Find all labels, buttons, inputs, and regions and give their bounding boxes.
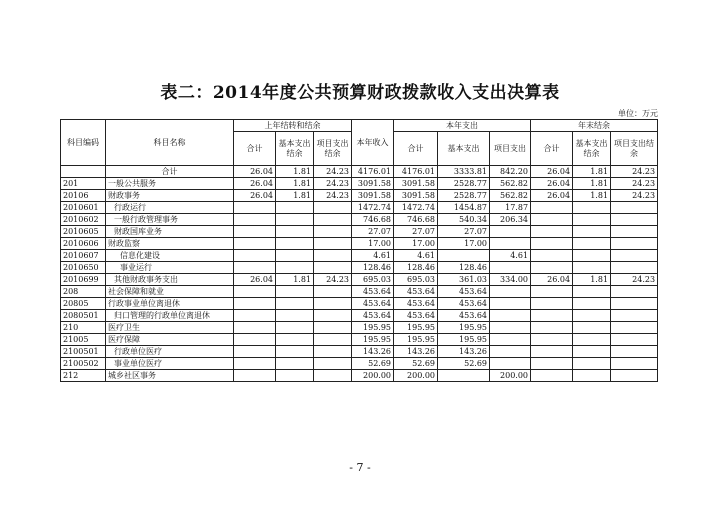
cell-value: 695.03 xyxy=(352,274,394,286)
cell-value: 1454.87 xyxy=(438,202,490,214)
cell-value: 206.34 xyxy=(490,214,531,226)
cell-value: 3091.58 xyxy=(352,178,394,190)
cell-value: 52.69 xyxy=(394,358,438,370)
cell-value xyxy=(438,370,490,382)
cell-value xyxy=(314,310,352,322)
cell-value xyxy=(611,346,658,358)
cell-value xyxy=(490,358,531,370)
cell-value: 453.64 xyxy=(394,298,438,310)
cell-value: 746.68 xyxy=(352,214,394,226)
table-row xyxy=(61,226,658,238)
table-row xyxy=(61,286,658,298)
table-row xyxy=(61,238,658,250)
cell-value: 200.00 xyxy=(490,370,531,382)
cell-name: 财政事务 xyxy=(106,190,234,202)
cell-code: 2010601 xyxy=(61,202,106,214)
cell-value xyxy=(276,214,314,226)
cell-value: 1.81 xyxy=(276,166,314,178)
header-prev-group: 上年结转和结余 xyxy=(234,120,352,132)
cell-value xyxy=(573,238,611,250)
cell-value: 200.00 xyxy=(352,370,394,382)
cell-value xyxy=(276,334,314,346)
cell-value xyxy=(611,322,658,334)
cell-value xyxy=(490,262,531,274)
cell-value xyxy=(611,298,658,310)
cell-value: 2528.77 xyxy=(438,190,490,202)
table-row xyxy=(61,322,658,334)
cell-value xyxy=(314,334,352,346)
cell-value: 195.95 xyxy=(352,334,394,346)
cell-value xyxy=(234,250,276,262)
cell-value xyxy=(314,238,352,250)
cell-value xyxy=(611,238,658,250)
cell-value xyxy=(611,214,658,226)
cell-value: 1472.74 xyxy=(352,202,394,214)
cell-value xyxy=(611,202,658,214)
header-prev-project: 项目支出结余 xyxy=(314,132,352,166)
cell-value xyxy=(490,310,531,322)
table-row xyxy=(61,214,658,226)
header-exp-project: 项目支出 xyxy=(490,132,531,166)
cell-value xyxy=(234,322,276,334)
cell-value: 195.95 xyxy=(438,322,490,334)
cell-value xyxy=(234,310,276,322)
cell-value: 1.81 xyxy=(276,190,314,202)
cell-value xyxy=(234,298,276,310)
cell-value: 1472.74 xyxy=(394,202,438,214)
cell-name: 城乡社区事务 xyxy=(106,370,234,382)
cell-value: 453.64 xyxy=(394,286,438,298)
cell-value xyxy=(573,226,611,238)
cell-value: 1.81 xyxy=(573,166,611,178)
cell-value: 3091.58 xyxy=(394,190,438,202)
cell-name: 其他财政事务支出 xyxy=(106,274,234,286)
page-number: - 7 - xyxy=(349,461,371,474)
header-code: 科目编码 xyxy=(61,120,106,166)
cell-value: 3091.58 xyxy=(394,178,438,190)
cell-value xyxy=(314,286,352,298)
cell-value xyxy=(531,214,573,226)
cell-value: 453.64 xyxy=(352,310,394,322)
table-header xyxy=(61,120,658,166)
cell-value: 24.23 xyxy=(314,166,352,178)
cell-value: 128.46 xyxy=(438,262,490,274)
table-row xyxy=(61,310,658,322)
cell-value xyxy=(276,370,314,382)
cell-value xyxy=(611,370,658,382)
cell-value: 26.04 xyxy=(531,178,573,190)
cell-value: 4.61 xyxy=(490,250,531,262)
header-exp-group: 本年支出 xyxy=(394,120,531,132)
header-income: 本年收入 xyxy=(352,120,394,166)
cell-value xyxy=(531,322,573,334)
cell-name: 财政国库业务 xyxy=(106,226,234,238)
cell-value xyxy=(234,346,276,358)
table-row xyxy=(61,274,658,286)
cell-name: 合计 xyxy=(106,166,234,178)
cell-value xyxy=(234,286,276,298)
cell-value: 361.03 xyxy=(438,274,490,286)
table-row xyxy=(61,346,658,358)
cell-value: 17.87 xyxy=(490,202,531,214)
cell-value xyxy=(531,226,573,238)
cell-value xyxy=(611,250,658,262)
table-row xyxy=(61,370,658,382)
cell-name: 一般行政管理事务 xyxy=(106,214,234,226)
cell-value xyxy=(573,214,611,226)
cell-value xyxy=(276,286,314,298)
cell-code: 208 xyxy=(61,286,106,298)
cell-code: 2010606 xyxy=(61,238,106,250)
header-exp-basic: 基本支出 xyxy=(438,132,490,166)
cell-code: 2080501 xyxy=(61,310,106,322)
table-body xyxy=(61,166,658,382)
cell-value xyxy=(314,346,352,358)
cell-value: 24.23 xyxy=(314,178,352,190)
cell-name: 社会保障和就业 xyxy=(106,286,234,298)
cell-value: 1.81 xyxy=(276,274,314,286)
cell-value: 1.81 xyxy=(573,190,611,202)
cell-value xyxy=(234,358,276,370)
cell-value: 24.23 xyxy=(314,190,352,202)
cell-value: 2528.77 xyxy=(438,178,490,190)
cell-value xyxy=(531,238,573,250)
cell-name: 事业单位医疗 xyxy=(106,358,234,370)
cell-value: 1.81 xyxy=(573,274,611,286)
cell-value xyxy=(531,202,573,214)
cell-name: 事业运行 xyxy=(106,262,234,274)
cell-value xyxy=(276,250,314,262)
cell-value xyxy=(531,250,573,262)
cell-value: 334.00 xyxy=(490,274,531,286)
cell-value: 24.23 xyxy=(611,190,658,202)
cell-value xyxy=(611,286,658,298)
cell-value: 4.61 xyxy=(394,250,438,262)
cell-name: 行政运行 xyxy=(106,202,234,214)
cell-value xyxy=(276,358,314,370)
cell-value: 4.61 xyxy=(352,250,394,262)
cell-value: 562.82 xyxy=(490,190,531,202)
cell-value xyxy=(531,358,573,370)
cell-value: 453.64 xyxy=(394,310,438,322)
cell-value: 26.04 xyxy=(234,178,276,190)
cell-value xyxy=(276,238,314,250)
cell-value: 195.95 xyxy=(352,322,394,334)
cell-value: 26.04 xyxy=(531,190,573,202)
cell-value xyxy=(531,346,573,358)
cell-code xyxy=(61,166,106,178)
cell-value xyxy=(314,250,352,262)
cell-value xyxy=(314,370,352,382)
cell-value xyxy=(531,262,573,274)
cell-value: 128.46 xyxy=(352,262,394,274)
cell-name: 医疗卫生 xyxy=(106,322,234,334)
cell-value xyxy=(611,262,658,274)
cell-value xyxy=(573,334,611,346)
cell-value: 26.04 xyxy=(531,274,573,286)
cell-value xyxy=(314,358,352,370)
cell-value: 27.07 xyxy=(394,226,438,238)
cell-value: 453.64 xyxy=(438,298,490,310)
cell-value: 453.64 xyxy=(438,310,490,322)
cell-value: 540.34 xyxy=(438,214,490,226)
cell-code: 2010650 xyxy=(61,262,106,274)
unit-label: 单位：万元 xyxy=(618,109,658,118)
cell-value xyxy=(573,286,611,298)
cell-value xyxy=(573,250,611,262)
cell-value xyxy=(234,226,276,238)
cell-value xyxy=(234,262,276,274)
cell-code: 2010605 xyxy=(61,226,106,238)
cell-value xyxy=(531,334,573,346)
page-title: 表二：2014年度公共预算财政拨款收入支出决算表 xyxy=(160,83,560,103)
cell-value xyxy=(234,202,276,214)
header-exp-total: 合计 xyxy=(394,132,438,166)
cell-value xyxy=(573,322,611,334)
cell-value xyxy=(490,322,531,334)
cell-value: 746.68 xyxy=(394,214,438,226)
cell-value xyxy=(314,322,352,334)
header-prev-basic: 基本支出结余 xyxy=(276,132,314,166)
cell-value xyxy=(573,370,611,382)
cell-value: 27.07 xyxy=(352,226,394,238)
cell-value xyxy=(276,310,314,322)
cell-value xyxy=(276,322,314,334)
cell-value xyxy=(234,214,276,226)
cell-value xyxy=(314,298,352,310)
table-row xyxy=(61,178,658,190)
cell-value xyxy=(276,226,314,238)
cell-value: 143.26 xyxy=(352,346,394,358)
cell-value: 24.23 xyxy=(314,274,352,286)
cell-value: 562.82 xyxy=(490,178,531,190)
cell-value xyxy=(531,298,573,310)
cell-value xyxy=(490,334,531,346)
cell-value: 1.81 xyxy=(573,178,611,190)
cell-name: 财政监察 xyxy=(106,238,234,250)
cell-value xyxy=(531,310,573,322)
header-prev-total: 合计 xyxy=(234,132,276,166)
cell-value: 26.04 xyxy=(234,274,276,286)
cell-name: 医疗保障 xyxy=(106,334,234,346)
cell-value: 26.04 xyxy=(234,166,276,178)
header-end-basic: 基本支出结余 xyxy=(573,132,611,166)
cell-value xyxy=(276,298,314,310)
cell-value xyxy=(490,286,531,298)
table-row xyxy=(61,262,658,274)
cell-value: 453.64 xyxy=(438,286,490,298)
cell-value xyxy=(611,310,658,322)
cell-value xyxy=(314,214,352,226)
table-row xyxy=(61,298,658,310)
cell-code: 21005 xyxy=(61,334,106,346)
cell-value: 128.46 xyxy=(394,262,438,274)
cell-value xyxy=(611,226,658,238)
table-row xyxy=(61,358,658,370)
cell-name: 行政单位医疗 xyxy=(106,346,234,358)
cell-code: 212 xyxy=(61,370,106,382)
cell-value: 453.64 xyxy=(352,298,394,310)
cell-value xyxy=(531,286,573,298)
table-row xyxy=(61,202,658,214)
table-row xyxy=(61,166,658,178)
cell-value xyxy=(490,346,531,358)
cell-value: 17.00 xyxy=(438,238,490,250)
cell-value: 17.00 xyxy=(352,238,394,250)
cell-value xyxy=(573,358,611,370)
cell-code: 210 xyxy=(61,322,106,334)
cell-value: 52.69 xyxy=(438,358,490,370)
cell-name: 信息化建设 xyxy=(106,250,234,262)
header-end-total: 合计 xyxy=(531,132,573,166)
cell-code: 2010699 xyxy=(61,274,106,286)
cell-value xyxy=(234,238,276,250)
cell-value: 26.04 xyxy=(531,166,573,178)
cell-value xyxy=(573,298,611,310)
cell-value: 143.26 xyxy=(438,346,490,358)
header-end-group: 年末结余 xyxy=(531,120,658,132)
cell-value: 4176.01 xyxy=(394,166,438,178)
cell-name: 行政事业单位离退休 xyxy=(106,298,234,310)
cell-value xyxy=(234,334,276,346)
cell-value xyxy=(276,202,314,214)
cell-value xyxy=(276,346,314,358)
cell-value: 143.26 xyxy=(394,346,438,358)
cell-code: 2100502 xyxy=(61,358,106,370)
cell-code: 20106 xyxy=(61,190,106,202)
cell-value: 3091.58 xyxy=(352,190,394,202)
cell-value xyxy=(531,370,573,382)
cell-value: 24.23 xyxy=(611,178,658,190)
cell-value xyxy=(490,238,531,250)
cell-code: 2010607 xyxy=(61,250,106,262)
cell-value xyxy=(573,202,611,214)
table-row xyxy=(61,190,658,202)
cell-value: 200.00 xyxy=(394,370,438,382)
cell-code: 201 xyxy=(61,178,106,190)
cell-value xyxy=(573,346,611,358)
table-row xyxy=(61,250,658,262)
header-end-project: 项目支出结余 xyxy=(611,132,658,166)
cell-value: 695.03 xyxy=(394,274,438,286)
cell-value xyxy=(611,334,658,346)
cell-value xyxy=(611,358,658,370)
cell-name: 一般公共服务 xyxy=(106,178,234,190)
cell-value: 17.00 xyxy=(394,238,438,250)
cell-value: 842.20 xyxy=(490,166,531,178)
cell-value: 4176.01 xyxy=(352,166,394,178)
table-row xyxy=(61,334,658,346)
cell-value: 27.07 xyxy=(438,226,490,238)
cell-name: 归口管理的行政单位离退休 xyxy=(106,310,234,322)
cell-value xyxy=(314,202,352,214)
cell-value: 24.23 xyxy=(611,274,658,286)
cell-code: 20805 xyxy=(61,298,106,310)
cell-value: 195.95 xyxy=(394,322,438,334)
cell-value xyxy=(573,310,611,322)
cell-value: 24.23 xyxy=(611,166,658,178)
cell-value xyxy=(276,262,314,274)
cell-value: 3333.81 xyxy=(438,166,490,178)
cell-value xyxy=(490,298,531,310)
cell-value: 453.64 xyxy=(352,286,394,298)
cell-code: 2010602 xyxy=(61,214,106,226)
cell-value xyxy=(314,262,352,274)
cell-value: 195.95 xyxy=(394,334,438,346)
budget-table xyxy=(60,119,658,382)
cell-value: 52.69 xyxy=(352,358,394,370)
cell-value: 1.81 xyxy=(276,178,314,190)
cell-value xyxy=(573,262,611,274)
cell-value: 195.95 xyxy=(438,334,490,346)
cell-value xyxy=(314,226,352,238)
header-name: 科目名称 xyxy=(106,120,234,166)
cell-value xyxy=(490,226,531,238)
cell-value: 26.04 xyxy=(234,190,276,202)
cell-value xyxy=(234,370,276,382)
cell-value xyxy=(438,250,490,262)
cell-code: 2100501 xyxy=(61,346,106,358)
